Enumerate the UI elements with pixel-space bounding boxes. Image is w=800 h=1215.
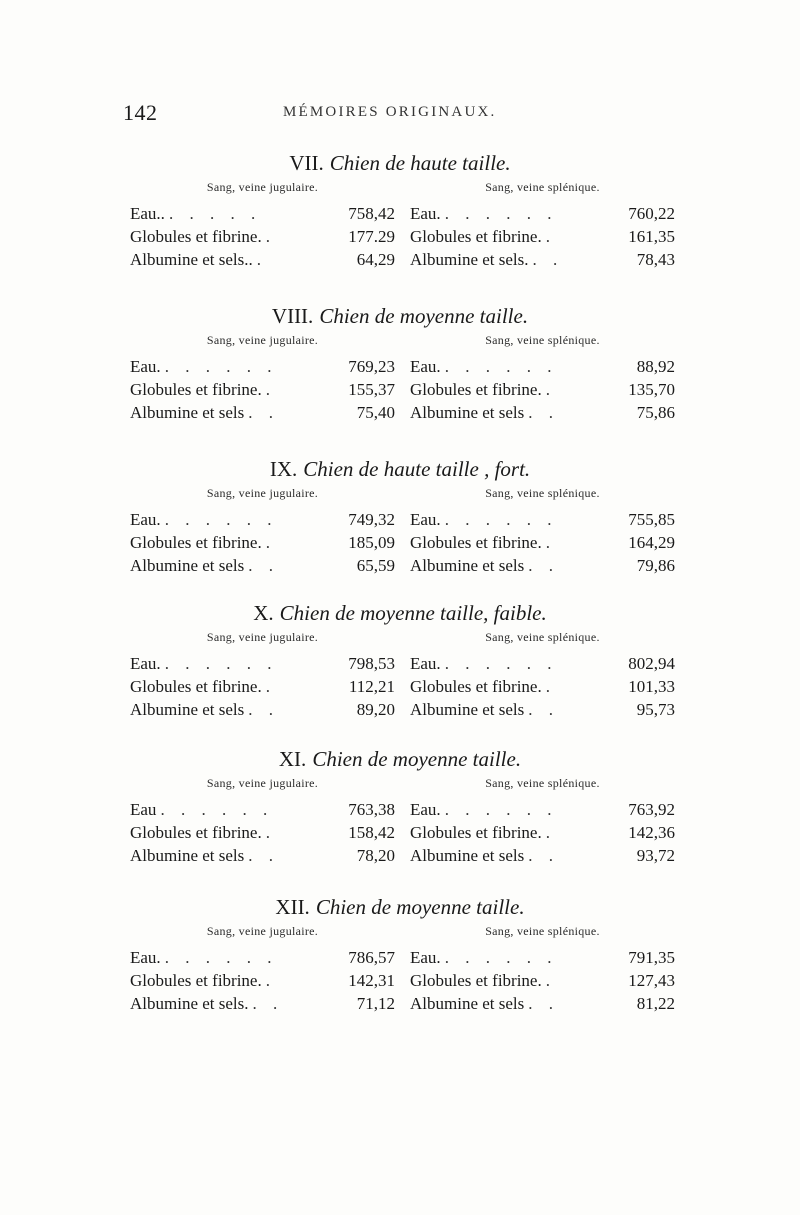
row-label: Globules et fibrine. bbox=[130, 380, 262, 399]
columns bbox=[130, 628, 675, 748]
table-row bbox=[410, 531, 675, 554]
splenic-column bbox=[410, 628, 675, 721]
row-label: Albumine et sels bbox=[130, 700, 245, 719]
section-xii bbox=[130, 894, 675, 1042]
table-row bbox=[410, 508, 675, 531]
table-row bbox=[130, 992, 395, 1015]
section-numeral: IX. bbox=[269, 457, 298, 481]
row-label: Globules et fibrine. bbox=[410, 823, 542, 842]
jugular-column bbox=[130, 484, 395, 577]
jugular-column bbox=[130, 774, 395, 867]
table-row bbox=[130, 225, 395, 248]
section-title bbox=[130, 746, 670, 774]
leader-dots: . . bbox=[248, 846, 280, 865]
row-label: Albumine et sels bbox=[410, 556, 525, 575]
row-value: 101,33 bbox=[628, 677, 675, 696]
table-row bbox=[410, 355, 675, 378]
leader-dots: . bbox=[545, 380, 556, 399]
leader-dots: . . bbox=[532, 250, 564, 269]
leader-dots: . . . . . . bbox=[164, 948, 278, 967]
row-label: Eau. bbox=[410, 510, 441, 529]
section-title bbox=[130, 150, 670, 178]
row-label: Eau. bbox=[130, 948, 161, 967]
leader-dots: . . bbox=[252, 994, 284, 1013]
leader-dots: . . . . . . bbox=[164, 357, 278, 376]
row-label: Eau. bbox=[130, 357, 161, 376]
table-row bbox=[130, 378, 395, 401]
row-label: Albumine et sels bbox=[410, 700, 525, 719]
row-value: 135,70 bbox=[628, 380, 675, 399]
table-row bbox=[410, 798, 675, 821]
splenic-column bbox=[410, 774, 675, 867]
row-value: 161,35 bbox=[628, 227, 675, 246]
leader-dots: . . bbox=[528, 846, 560, 865]
row-label: Globules et fibrine. bbox=[410, 227, 542, 246]
section-heading: Chien de moyenne taille. bbox=[312, 747, 522, 771]
leader-dots: . bbox=[265, 971, 276, 990]
splenic-column bbox=[410, 922, 675, 1015]
column-head: Sang, veine jugulaire. bbox=[206, 333, 319, 347]
row-value: 142,36 bbox=[628, 823, 675, 842]
leader-dots: . . bbox=[528, 556, 560, 575]
row-value: 95,73 bbox=[636, 700, 675, 719]
row-value: 64,29 bbox=[356, 250, 395, 269]
section-title bbox=[130, 894, 670, 922]
row-value: 127,43 bbox=[628, 971, 675, 990]
row-value: 802,94 bbox=[628, 654, 675, 673]
jugular-column bbox=[130, 922, 395, 1015]
table-row bbox=[130, 675, 395, 698]
splenic-column bbox=[410, 484, 675, 577]
leader-dots: . . bbox=[528, 403, 560, 422]
table-row bbox=[130, 821, 395, 844]
row-value: 763,38 bbox=[348, 800, 395, 819]
leader-dots: . bbox=[265, 677, 276, 696]
columns bbox=[130, 484, 675, 604]
table-row bbox=[410, 946, 675, 969]
table-row bbox=[410, 202, 675, 225]
row-label: Globules et fibrine. bbox=[410, 677, 542, 696]
row-label: Eau. bbox=[410, 948, 441, 967]
table-row bbox=[130, 844, 395, 867]
column-head: Sang, veine jugulaire. bbox=[206, 924, 319, 938]
row-label: Albumine et sels bbox=[130, 403, 245, 422]
table-row bbox=[410, 248, 675, 271]
leader-dots: . . bbox=[528, 994, 560, 1013]
row-label: Eau.. bbox=[130, 204, 165, 223]
row-value: 769,23 bbox=[348, 357, 395, 376]
table-row bbox=[130, 698, 395, 721]
section-viii bbox=[130, 303, 675, 451]
running-head bbox=[123, 100, 663, 130]
row-label: Albumine et sels. bbox=[130, 994, 249, 1013]
table-row bbox=[130, 401, 395, 424]
leader-dots: . . . . . . bbox=[164, 510, 278, 529]
row-label: Globules et fibrine. bbox=[130, 677, 262, 696]
row-value: 78,43 bbox=[636, 250, 675, 269]
leader-dots: . bbox=[545, 677, 556, 696]
section-heading: Chien de moyenne taille. bbox=[319, 304, 529, 328]
leader-dots: . . . . . bbox=[168, 204, 262, 223]
leader-dots: . . . . . . bbox=[444, 357, 558, 376]
column-head: Sang, veine splénique. bbox=[485, 924, 600, 938]
row-value: 763,92 bbox=[628, 800, 675, 819]
row-label: Eau. bbox=[410, 204, 441, 223]
columns bbox=[130, 922, 675, 1042]
row-label: Albumine et sels bbox=[410, 994, 525, 1013]
row-label: Globules et fibrine. bbox=[410, 533, 542, 552]
table-row bbox=[130, 202, 395, 225]
columns bbox=[130, 331, 675, 451]
leader-dots: . . bbox=[528, 700, 560, 719]
table-row bbox=[410, 821, 675, 844]
leader-dots: . . . . . . bbox=[444, 204, 558, 223]
column-head: Sang, veine splénique. bbox=[485, 486, 600, 500]
leader-dots: . . bbox=[248, 403, 280, 422]
row-value: 71,12 bbox=[356, 994, 395, 1013]
section-heading: Chien de moyenne taille. bbox=[315, 895, 525, 919]
table-row bbox=[410, 844, 675, 867]
row-value: 177.29 bbox=[348, 227, 395, 246]
table-row bbox=[130, 531, 395, 554]
row-value: 65,59 bbox=[356, 556, 395, 575]
leader-dots: . bbox=[265, 823, 276, 842]
section-numeral: XII. bbox=[275, 895, 310, 919]
table-row bbox=[130, 946, 395, 969]
jugular-column bbox=[130, 628, 395, 721]
leader-dots: . . . . . . bbox=[444, 654, 558, 673]
section-heading: Chien de haute taille , fort. bbox=[303, 457, 531, 481]
table-row bbox=[130, 248, 395, 271]
section-numeral: X. bbox=[253, 601, 274, 625]
row-label: Globules et fibrine. bbox=[130, 533, 262, 552]
splenic-column bbox=[410, 331, 675, 424]
table-row bbox=[410, 698, 675, 721]
row-value: 88,92 bbox=[636, 357, 675, 376]
row-value: 164,29 bbox=[628, 533, 675, 552]
column-head: Sang, veine splénique. bbox=[485, 630, 600, 644]
row-label: Eau. bbox=[410, 654, 441, 673]
leader-dots: . . . . . . bbox=[444, 510, 558, 529]
table-row bbox=[130, 652, 395, 675]
leader-dots: . . . . . . bbox=[444, 948, 558, 967]
row-value: 93,72 bbox=[636, 846, 675, 865]
column-head: Sang, veine jugulaire. bbox=[206, 630, 319, 644]
row-label: Eau. bbox=[130, 654, 161, 673]
section-title bbox=[130, 303, 670, 331]
section-heading: Chien de haute taille. bbox=[329, 151, 511, 175]
row-value: 755,85 bbox=[628, 510, 675, 529]
section-numeral: VIII. bbox=[271, 304, 314, 328]
row-label: Eau. bbox=[410, 357, 441, 376]
column-head: Sang, veine splénique. bbox=[485, 776, 600, 790]
leader-dots: . bbox=[265, 227, 276, 246]
row-value: 75,40 bbox=[356, 403, 395, 422]
table-row bbox=[410, 225, 675, 248]
table-row bbox=[410, 401, 675, 424]
table-row bbox=[410, 554, 675, 577]
row-value: 112,21 bbox=[348, 677, 395, 696]
row-label: Eau. bbox=[130, 510, 161, 529]
leader-dots: . . . . . . bbox=[164, 654, 278, 673]
row-value: 78,20 bbox=[356, 846, 395, 865]
section-x bbox=[130, 600, 675, 748]
row-value: 185,09 bbox=[348, 533, 395, 552]
leader-dots: . . . . . . bbox=[160, 800, 274, 819]
leader-dots: . . bbox=[248, 556, 280, 575]
row-value: 749,32 bbox=[348, 510, 395, 529]
jugular-column bbox=[130, 178, 395, 271]
section-heading: Chien de moyenne taille, faible. bbox=[279, 601, 547, 625]
leader-dots: . bbox=[256, 250, 268, 269]
row-label: Globules et fibrine. bbox=[410, 971, 542, 990]
row-label: Globules et fibrine. bbox=[130, 227, 262, 246]
leader-dots: . bbox=[545, 971, 556, 990]
section-numeral: XI. bbox=[278, 747, 307, 771]
row-label: Albumine et sels bbox=[130, 556, 245, 575]
column-head: Sang, veine jugulaire. bbox=[206, 180, 319, 194]
column-head: Sang, veine jugulaire. bbox=[206, 776, 319, 790]
row-value: 75,86 bbox=[636, 403, 675, 422]
leader-dots: . bbox=[545, 533, 556, 552]
table-row bbox=[130, 969, 395, 992]
table-row bbox=[130, 554, 395, 577]
row-label: Globules et fibrine. bbox=[130, 823, 262, 842]
row-value: 81,22 bbox=[636, 994, 675, 1013]
splenic-column bbox=[410, 178, 675, 271]
section-xi bbox=[130, 746, 675, 894]
journal-title: MÉMOIRES ORIGINAUX. bbox=[283, 104, 497, 120]
columns bbox=[130, 178, 675, 298]
row-value: 760,22 bbox=[628, 204, 675, 223]
section-title bbox=[130, 456, 670, 484]
column-head: Sang, veine jugulaire. bbox=[206, 486, 319, 500]
leader-dots: . . bbox=[248, 700, 280, 719]
row-value: 89,20 bbox=[356, 700, 395, 719]
columns bbox=[130, 774, 675, 894]
row-label: Eau bbox=[130, 800, 157, 819]
jugular-column bbox=[130, 331, 395, 424]
table-row bbox=[130, 508, 395, 531]
row-label: Albumine et sels. bbox=[410, 250, 529, 269]
row-value: 142,31 bbox=[348, 971, 395, 990]
table-row bbox=[410, 378, 675, 401]
table-row bbox=[130, 355, 395, 378]
column-head: Sang, veine splénique. bbox=[485, 333, 600, 347]
row-value: 79,86 bbox=[636, 556, 675, 575]
row-label: Globules et fibrine. bbox=[410, 380, 542, 399]
row-label: Albumine et sels bbox=[410, 846, 525, 865]
row-value: 758,42 bbox=[348, 204, 395, 223]
leader-dots: . bbox=[545, 227, 556, 246]
row-label: Albumine et sels.. bbox=[130, 250, 253, 269]
table-row bbox=[410, 969, 675, 992]
section-vii bbox=[130, 150, 675, 298]
table-row bbox=[130, 798, 395, 821]
table-row bbox=[410, 652, 675, 675]
row-label: Albumine et sels bbox=[130, 846, 245, 865]
page-number: 142 bbox=[123, 100, 158, 125]
table-row bbox=[410, 675, 675, 698]
table-row bbox=[410, 992, 675, 1015]
leader-dots: . . . . . . bbox=[444, 800, 558, 819]
leader-dots: . bbox=[545, 823, 556, 842]
row-label: Globules et fibrine. bbox=[130, 971, 262, 990]
leader-dots: . bbox=[265, 380, 276, 399]
row-label: Eau. bbox=[410, 800, 441, 819]
row-value: 155,37 bbox=[348, 380, 395, 399]
row-value: 786,57 bbox=[348, 948, 395, 967]
section-numeral: VII. bbox=[289, 151, 324, 175]
leader-dots: . bbox=[265, 533, 276, 552]
row-label: Albumine et sels bbox=[410, 403, 525, 422]
section-ix bbox=[130, 456, 675, 604]
row-value: 798,53 bbox=[348, 654, 395, 673]
row-value: 791,35 bbox=[628, 948, 675, 967]
row-value: 158,42 bbox=[348, 823, 395, 842]
section-title bbox=[130, 600, 670, 628]
column-head: Sang, veine splénique. bbox=[485, 180, 600, 194]
